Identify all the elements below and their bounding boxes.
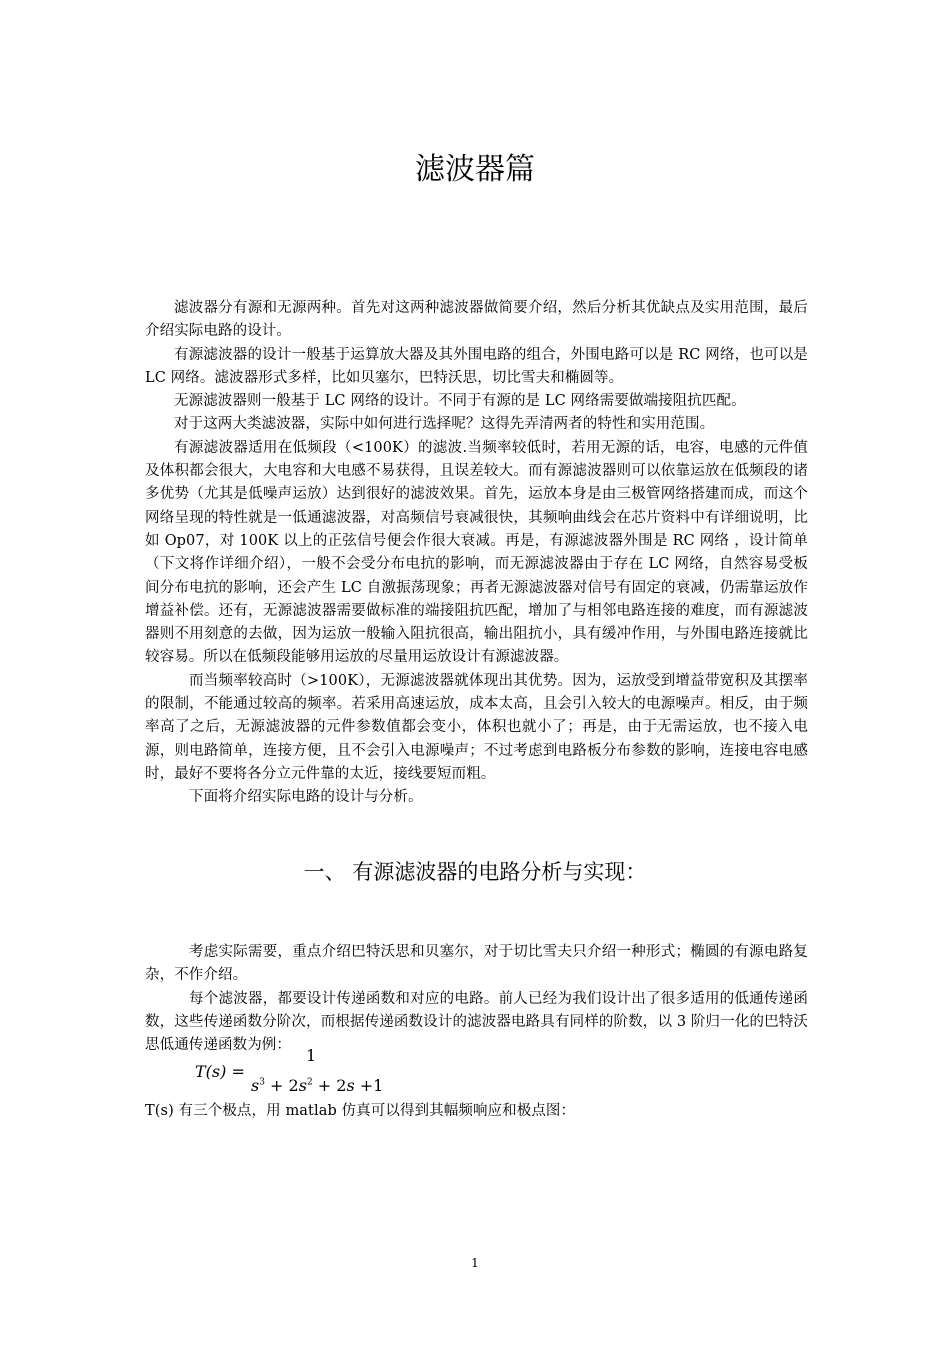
section-heading: 一、 有源滤波器的电路分析与实现：	[303, 860, 647, 884]
paragraph: 无源滤波器则一般基于 LC 网络的设计。不同于有源的是 LC 网络需要做端接阻抗匹配。	[174, 393, 746, 410]
section-body	[145, 941, 808, 1057]
document-title: 滤波器篇	[415, 152, 535, 187]
transfer-function-formula	[195, 1046, 415, 1099]
formula-denominator: $s^3 + 2s^2 + 2s +1$	[251, 1076, 384, 1095]
paragraph: 下面将介绍实际电路的设计与分析。	[189, 789, 423, 806]
page-number: 1	[471, 1256, 479, 1270]
intro-section	[145, 297, 808, 810]
paragraph: T(s) 有三个极点，用 matlab 仿真可以得到其幅频响应和极点图：	[145, 1103, 576, 1119]
paragraph: 对于这两大类滤波器，实际中如何进行选择呢？这得先弄清两者的特性和实用范围。	[174, 416, 715, 433]
paragraph: 有源滤波器的设计一般基于运算放大器及其外围电路的组合，外围电路可以是 RC 网络，也可以是 LC 网络。滤波器形式多样，比如贝塞尔，巴特沃思，切比雪夫和椭圆等。	[145, 346, 808, 386]
paragraph: 每个滤波器，都要设计传递函数和对应的电路。前人已经为我们设计出了很多适用的低通传递函数，这些传递函数分阶次，而根据传递函数设计的滤波器电路具有同样的阶数，以 3 阶归一化的巴特沃思低通传递函数为例：	[145, 990, 808, 1054]
paragraph: 考虑实际需要，重点介绍巴特沃思和贝塞尔，对于切比雪夫只介绍一种形式；椭圆的有源电路复杂，不作介绍。	[145, 944, 808, 984]
after-formula-text	[145, 1100, 808, 1123]
formula-numerator: 1	[306, 1046, 317, 1065]
paragraph: 有源滤波器适用在低频段（<100K）的滤波.当频率较低时，若用无源的话，电容，电感的元件值及体积都会很大，大电容和大电感不易获得，且误差较大。而有源滤波器则可以依靠运放在低频段的诸多优势（尤其是低噪声运放）达到很好的滤波效果。首先，运放本身是由三极管网络搭建而成，而这个网络呈现的特性就是一低通滤波器，对高频信号衰减很快，其频响曲线会在芯片资料中有详细说明，比如 Op07，对 100K 以上的正弦信号便会作很大衰减。再是，有源滤波器外围是 RC 网络 ，设计简单（下文将作详细介绍），一般不会受分布电抗的影响，而无源滤波器由于存在 LC 网络，自然容易受板间分布电抗的影响，还会产生 LC 自激振荡现象；再者无源滤波器对信号有固定的衰减，仍需靠运放作增益补偿。还有，无源滤波器需要做标准的端接阻抗匹配，增加了与相邻电路连接的难度，而有源滤波器则不用刻意的去做，因为运放一般输入阻抗很高，输出阻抗小，具有缓冲作用，与外围电路连接就比较容易。所以在低频段能够用运放的尽量用运放设计有源滤波器。	[145, 439, 808, 666]
formula-lhs: T(s) =	[195, 1062, 245, 1081]
paragraph: 而当频率较高时（>100K），无源滤波器就体现出其优势。因为，运放受到增益带宽积及其摆率的限制，不能通过较高的频率。若采用高速运放，成本太高，且会引入较大的电源噪声。相反，由于频率高了之后，无源滤波器的元件参数值都会变小，体积也就小了；再是，由于无需运放，也不接入电源，则电路简单，连接方便，且不会引入电源噪声；不过考虑到电路板分布参数的影响，连接电容电感时，最好不要将各分立元件靠的太近，接线要短而粗。	[145, 672, 808, 782]
paragraph: 滤波器分有源和无源两种。首先对这两种滤波器做简要介绍，然后分析其优缺点及实用范围，最后介绍实际电路的设计。	[145, 300, 808, 340]
